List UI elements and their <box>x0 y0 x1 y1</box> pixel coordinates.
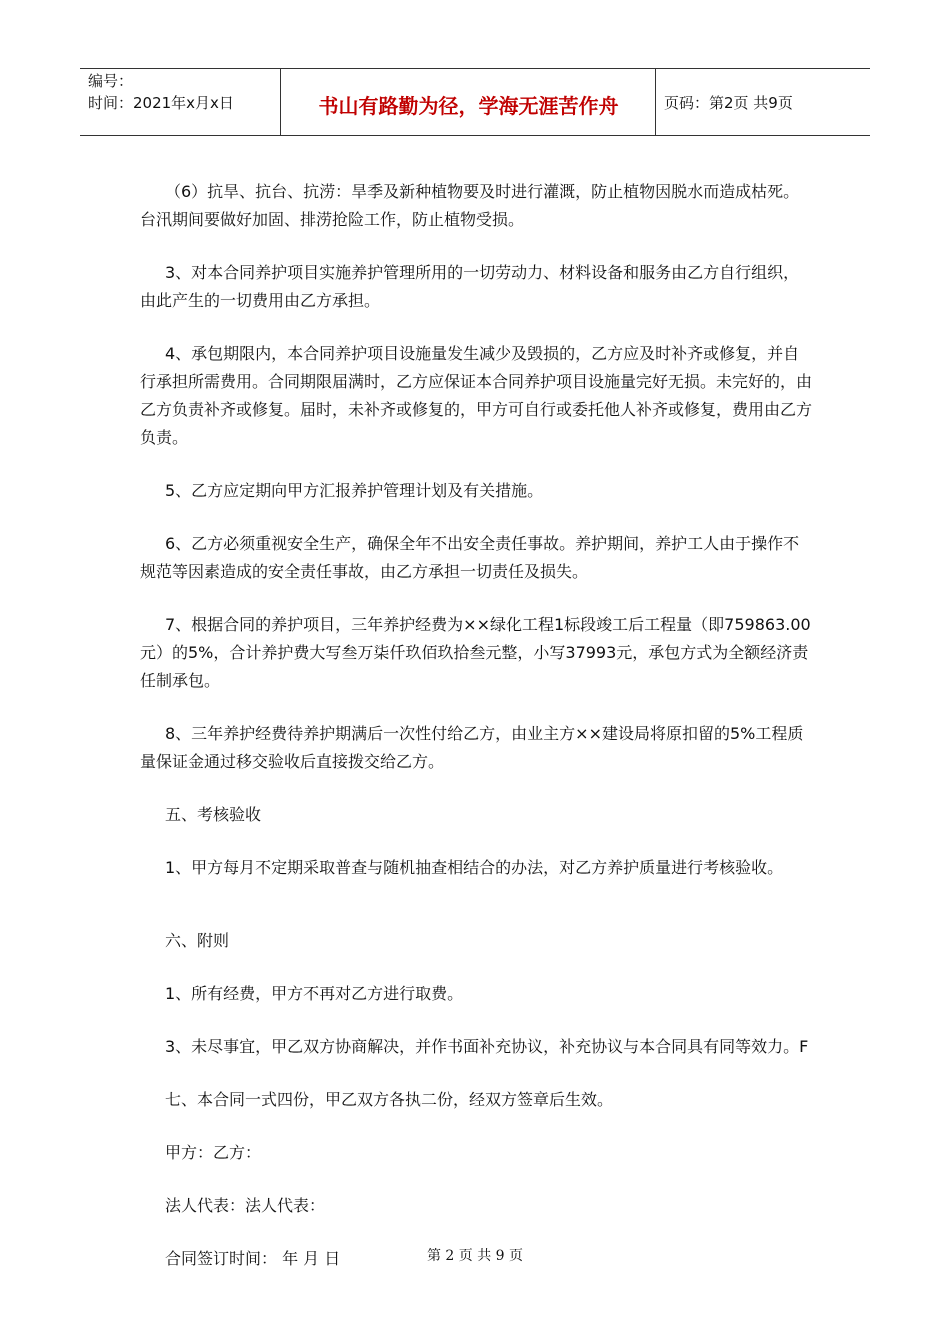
paragraph-clause-4: 4、承包期限内，本合同养护项目设施量发生减少及毁损的，乙方应及时补齐或修复，并自行承担所需费用。合同期限届满时，乙方应保证本合同养护项目设施量完好无损。未完好的，由乙方负责补齐或修复。届时，未补齐或修复的，甲方可自行或委托他人补齐或修复，费用由乙方负责。 <box>140 344 813 447</box>
paragraph-clause-7: 7、根据合同的养护项目，三年养护经费为××绿化工程1标段竣工后工程量（即759863.00元）的5%，合计养护费大写叁万柒仟玖佰玖拾叁元整，小写37993元，承包方式为全额经济责任制承包。 <box>140 615 811 690</box>
document-number-label: 编号： <box>88 72 134 90</box>
paragraph-assessment-1: 1、甲方每月不定期采取普查与随机抽查相结合的办法，对乙方养护质量进行考核验收。 <box>165 858 784 877</box>
paragraph-clause-6: 6、乙方必须重视安全生产，确保全年不出安全责任事故。养护期间，养护工人由于操作不规范等因素造成的安全责任事故，由乙方承担一切责任及损失。 <box>140 534 800 581</box>
section-heading-supplementary: 六、附则 <box>165 931 230 950</box>
paragraph-clause-3: 3、对本合同养护项目实施养护管理所用的一切劳动力、材料设备和服务由乙方自行组织，由此产生的一切费用由乙方承担。 <box>140 263 800 310</box>
page-footer: 第 2 页 共 9 页 <box>426 1248 524 1264</box>
paragraph-supplementary-1: 1、所有经费，甲方不再对乙方进行取费。 <box>165 984 464 1003</box>
header-page-label: 页码：第2页 共9页 <box>664 94 793 112</box>
section-heading-assessment: 五、考核验收 <box>165 805 262 824</box>
header-bottom-rule <box>80 135 870 136</box>
document-time-label: 时间：2021年x月x日 <box>88 94 234 112</box>
document-body <box>140 178 815 1298</box>
signature-legal-reps: 法人代表：法人代表： <box>165 1196 326 1215</box>
header-top-rule <box>80 68 870 69</box>
header-left-cell <box>88 70 234 114</box>
paragraph-clause-5: 5、乙方应定期向甲方汇报养护管理计划及有关措施。 <box>165 481 544 500</box>
paragraph-clause-8: 8、三年养护经费待养护期满后一次性付给乙方，由业主方××建设局将原扣留的5%工程质量保证金通过移交验收后直接拨交给乙方。 <box>140 724 804 771</box>
header-motto: 书山有路勤为径，学海无涯苦作舟 <box>318 94 619 118</box>
signature-date: 合同签订时间： 年 月 日 <box>165 1249 341 1268</box>
paragraph-drought-typhoon: （6）抗旱、抗台、抗涝：旱季及新种植物要及时进行灌溉，防止植物因脱水而造成枯死。台汛期间要做好加固、排涝抢险工作，防止植物受损。 <box>140 182 800 229</box>
signature-parties: 甲方：乙方： <box>165 1143 262 1162</box>
paragraph-supplementary-3: 3、未尽事宜，甲乙双方协商解决，并作书面补充协议，补充协议与本合同具有同等效力。F <box>165 1037 809 1056</box>
section-heading-copies: 七、本合同一式四份，甲乙双方各执二份，经双方签章后生效。 <box>165 1090 614 1109</box>
header-divider-right <box>655 68 656 135</box>
header-divider-left <box>280 68 281 135</box>
